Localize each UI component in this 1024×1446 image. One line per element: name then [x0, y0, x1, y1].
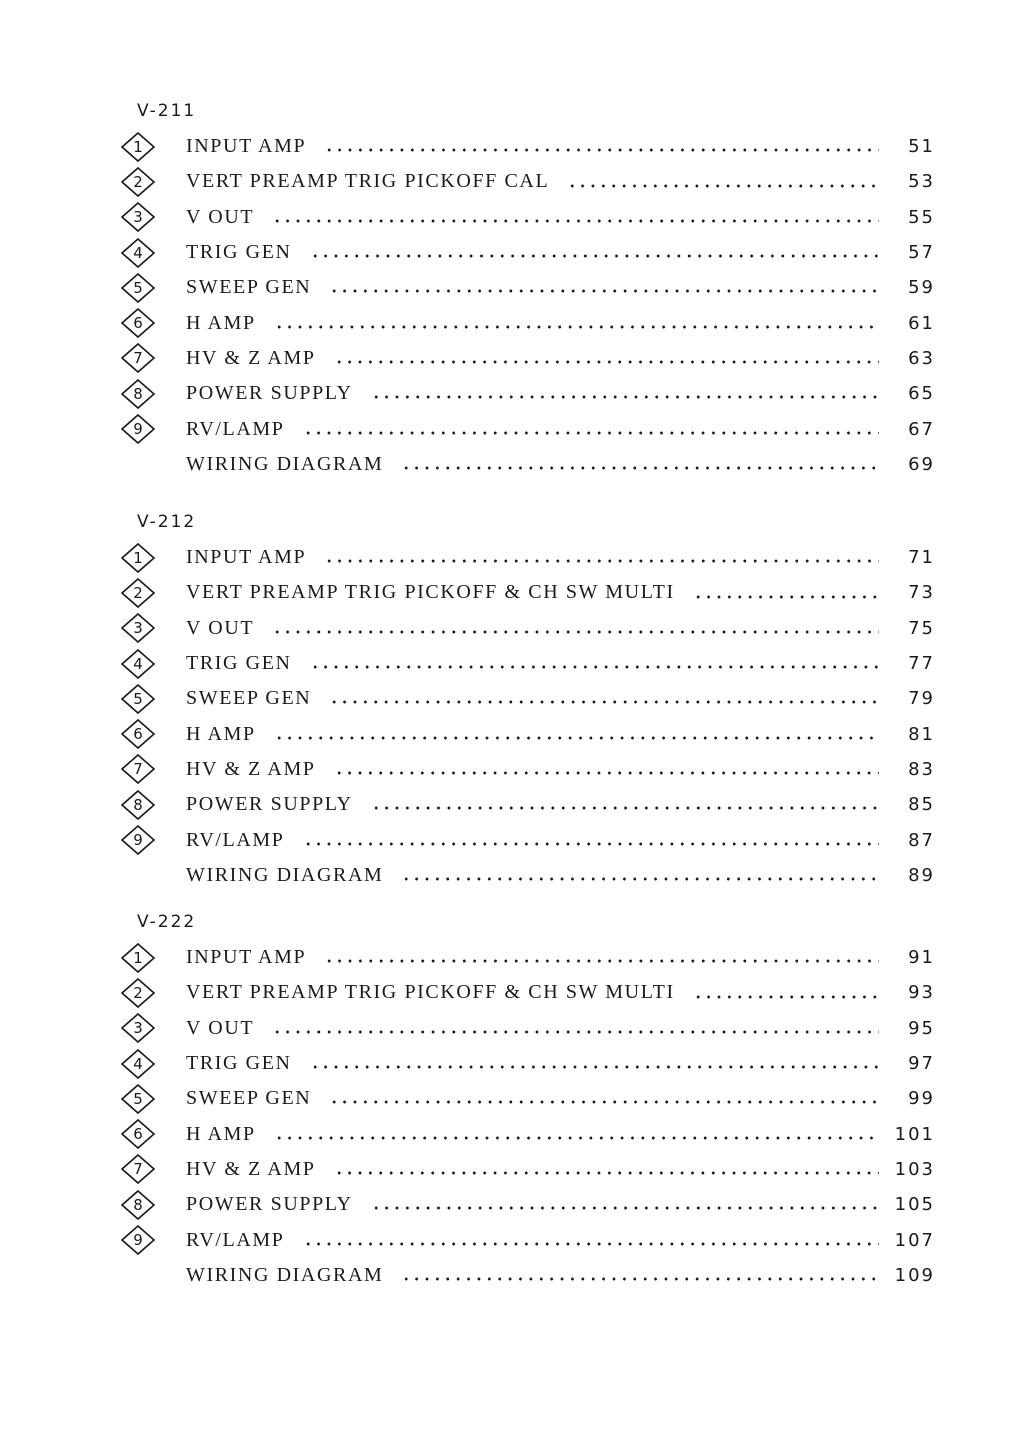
page-number: 77 — [908, 653, 935, 675]
section-title: V-212 — [137, 512, 197, 532]
diamond-marker — [120, 1118, 156, 1150]
page-number: 67 — [908, 418, 935, 440]
marker-number: 1 — [133, 548, 143, 567]
toc-entry — [120, 975, 935, 1010]
diamond-marker — [120, 1012, 156, 1044]
marker-number: 8 — [133, 1195, 143, 1214]
toc-entry — [120, 235, 935, 270]
entry-label: WIRING DIAGRAM — [186, 1263, 384, 1286]
entry-label: V OUT — [186, 616, 255, 639]
toc-entry — [120, 940, 935, 975]
toc-entry — [120, 305, 935, 340]
section-v-211 — [120, 99, 935, 482]
marker-number: 5 — [133, 278, 143, 297]
entry-label: HV & Z AMP — [186, 346, 316, 369]
toc-entry — [120, 270, 935, 305]
entry-label: SWEEP GEN — [186, 687, 312, 710]
marker-number: 1 — [133, 137, 143, 156]
entry-label: HV & Z AMP — [186, 1157, 316, 1180]
dot-leader — [693, 994, 879, 1000]
dot-leader — [329, 288, 879, 294]
page-number: 107 — [894, 1229, 935, 1251]
diamond-marker — [120, 977, 156, 1009]
marker-number: 9 — [133, 831, 143, 850]
toc-entry — [120, 129, 935, 164]
page-number: 71 — [908, 547, 935, 569]
entry-label: VERT PREAMP TRIG PICKOFF CAL — [186, 170, 550, 193]
diamond-marker — [120, 824, 156, 856]
diamond-marker — [120, 1224, 156, 1256]
marker-number: 2 — [133, 583, 143, 602]
page-number: 97 — [908, 1053, 935, 1075]
marker-number: 8 — [133, 384, 143, 403]
toc-entry — [120, 164, 935, 199]
dot-leader — [401, 465, 879, 471]
page-number: 51 — [908, 136, 935, 158]
page-number: 105 — [894, 1194, 935, 1216]
section-title: V-211 — [137, 101, 197, 121]
marker-number: 8 — [133, 795, 143, 814]
diamond-marker — [120, 166, 156, 198]
entry-label: H AMP — [186, 722, 256, 745]
entry-label: POWER SUPPLY — [186, 382, 353, 405]
diamond-marker — [120, 789, 156, 821]
page-number: 55 — [908, 206, 935, 228]
dot-leader — [329, 699, 879, 705]
marker-number: 7 — [133, 349, 143, 368]
toc-entry — [120, 1152, 935, 1187]
diamond-marker — [120, 577, 156, 609]
entry-label: VERT PREAMP TRIG PICKOFF & CH SW MULTI — [186, 581, 675, 604]
section-v-222 — [120, 910, 935, 1293]
toc-entry — [120, 540, 935, 575]
section-title: V-222 — [137, 912, 197, 932]
entry-label: H AMP — [186, 1122, 256, 1145]
page-number: 95 — [908, 1017, 935, 1039]
toc-entry — [120, 1258, 935, 1293]
page-number: 83 — [908, 758, 935, 780]
entry-label: RV/LAMP — [186, 828, 285, 851]
dot-leader — [371, 805, 879, 811]
marker-number: 6 — [133, 1125, 143, 1144]
diamond-marker — [120, 272, 156, 304]
toc-entry — [120, 376, 935, 411]
page-number: 75 — [908, 617, 935, 639]
dot-leader — [272, 1029, 879, 1035]
entry-label: WIRING DIAGRAM — [186, 452, 384, 475]
entry-label: V OUT — [186, 1016, 255, 1039]
marker-number: 2 — [133, 172, 143, 191]
page-number: 109 — [894, 1264, 935, 1286]
page-number: 59 — [908, 277, 935, 299]
dot-leader — [401, 876, 879, 882]
marker-number: 4 — [133, 1054, 143, 1073]
toc-entry — [120, 200, 935, 235]
page-number: 69 — [908, 453, 935, 475]
diamond-marker — [120, 1048, 156, 1080]
page-number: 89 — [908, 864, 935, 886]
marker-number: 7 — [133, 1160, 143, 1179]
diamond-marker — [120, 718, 156, 750]
diamond-marker — [120, 237, 156, 269]
toc-entry — [120, 611, 935, 646]
dot-leader — [334, 770, 879, 776]
toc-entry — [120, 1222, 935, 1257]
diamond-marker — [120, 683, 156, 715]
diamond-marker — [120, 1083, 156, 1115]
page-number: 53 — [908, 171, 935, 193]
toc-entry — [120, 1116, 935, 1151]
dot-leader — [334, 1170, 879, 1176]
dot-leader — [272, 218, 879, 224]
toc-entry — [120, 1187, 935, 1222]
entry-label: POWER SUPPLY — [186, 1193, 353, 1216]
dot-leader — [324, 147, 879, 153]
page-number: 87 — [908, 829, 935, 851]
page-number: 93 — [908, 982, 935, 1004]
diamond-marker — [120, 1189, 156, 1221]
toc-entry — [120, 1081, 935, 1116]
diamond-marker — [120, 413, 156, 445]
toc-entry — [120, 716, 935, 751]
page-number: 101 — [894, 1123, 935, 1145]
marker-number: 9 — [133, 1231, 143, 1250]
diamond-marker — [120, 201, 156, 233]
dot-leader — [303, 841, 879, 847]
entry-label: INPUT AMP — [186, 135, 307, 158]
entry-label: INPUT AMP — [186, 946, 307, 969]
dot-leader — [324, 558, 879, 564]
marker-number: 1 — [133, 948, 143, 967]
toc-entry — [120, 787, 935, 822]
entry-label: POWER SUPPLY — [186, 793, 353, 816]
entry-label: RV/LAMP — [186, 417, 285, 440]
dot-leader — [401, 1276, 879, 1282]
diamond-marker — [120, 648, 156, 680]
toc-entry — [120, 1011, 935, 1046]
diamond-marker — [120, 1153, 156, 1185]
page-number: 91 — [908, 947, 935, 969]
page-number: 79 — [908, 688, 935, 710]
entry-label: V OUT — [186, 205, 255, 228]
page-number: 65 — [908, 383, 935, 405]
dot-leader — [303, 1241, 879, 1247]
dot-leader — [371, 394, 879, 400]
dot-leader — [567, 183, 879, 189]
page-number: 61 — [908, 312, 935, 334]
page-number: 81 — [908, 723, 935, 745]
marker-number: 4 — [133, 243, 143, 262]
page-number: 85 — [908, 794, 935, 816]
diamond-marker — [120, 753, 156, 785]
diamond-marker — [120, 307, 156, 339]
entry-label: WIRING DIAGRAM — [186, 863, 384, 886]
toc-entry — [120, 411, 935, 446]
marker-number: 3 — [133, 1019, 143, 1038]
toc-entry — [120, 752, 935, 787]
entry-label: SWEEP GEN — [186, 276, 312, 299]
diamond-marker — [120, 131, 156, 163]
entry-label: TRIG GEN — [186, 652, 292, 675]
dot-leader — [310, 664, 879, 670]
dot-leader — [272, 629, 879, 635]
diamond-marker — [120, 612, 156, 644]
marker-number: 5 — [133, 1089, 143, 1108]
entry-label: H AMP — [186, 311, 256, 334]
dot-leader — [371, 1205, 879, 1211]
marker-number: 5 — [133, 689, 143, 708]
diamond-marker — [120, 378, 156, 410]
toc-entry — [120, 341, 935, 376]
dot-leader — [274, 1135, 879, 1141]
page-number: 99 — [908, 1088, 935, 1110]
dot-leader — [324, 958, 879, 964]
marker-number: 4 — [133, 654, 143, 673]
marker-number: 9 — [133, 420, 143, 439]
entry-label: SWEEP GEN — [186, 1087, 312, 1110]
dot-leader — [303, 430, 879, 436]
marker-number: 3 — [133, 619, 143, 638]
dot-leader — [310, 1064, 879, 1070]
toc-entry — [120, 646, 935, 681]
toc-entry — [120, 575, 935, 610]
dot-leader — [274, 735, 879, 741]
marker-number: 6 — [133, 725, 143, 744]
entry-label: VERT PREAMP TRIG PICKOFF & CH SW MULTI — [186, 981, 675, 1004]
toc-entry — [120, 858, 935, 893]
page-number: 73 — [908, 582, 935, 604]
dot-leader — [334, 359, 879, 365]
marker-number: 2 — [133, 983, 143, 1002]
marker-number: 7 — [133, 760, 143, 779]
entry-label: HV & Z AMP — [186, 757, 316, 780]
marker-number: 6 — [133, 314, 143, 333]
section-v-212 — [120, 510, 935, 893]
marker-number: 3 — [133, 208, 143, 227]
dot-leader — [693, 594, 879, 600]
entry-label: TRIG GEN — [186, 1052, 292, 1075]
diamond-marker — [120, 542, 156, 574]
toc-entry — [120, 822, 935, 857]
entry-label: INPUT AMP — [186, 546, 307, 569]
dot-leader — [329, 1099, 879, 1105]
toc-entry — [120, 447, 935, 482]
dot-leader — [274, 324, 879, 330]
diamond-marker — [120, 342, 156, 374]
page-number: 103 — [894, 1158, 935, 1180]
toc-entry — [120, 681, 935, 716]
entry-label: RV/LAMP — [186, 1228, 285, 1251]
page-number: 57 — [908, 242, 935, 264]
entry-label: TRIG GEN — [186, 241, 292, 264]
diamond-marker — [120, 942, 156, 974]
toc-entry — [120, 1046, 935, 1081]
page-number: 63 — [908, 347, 935, 369]
dot-leader — [310, 253, 879, 259]
